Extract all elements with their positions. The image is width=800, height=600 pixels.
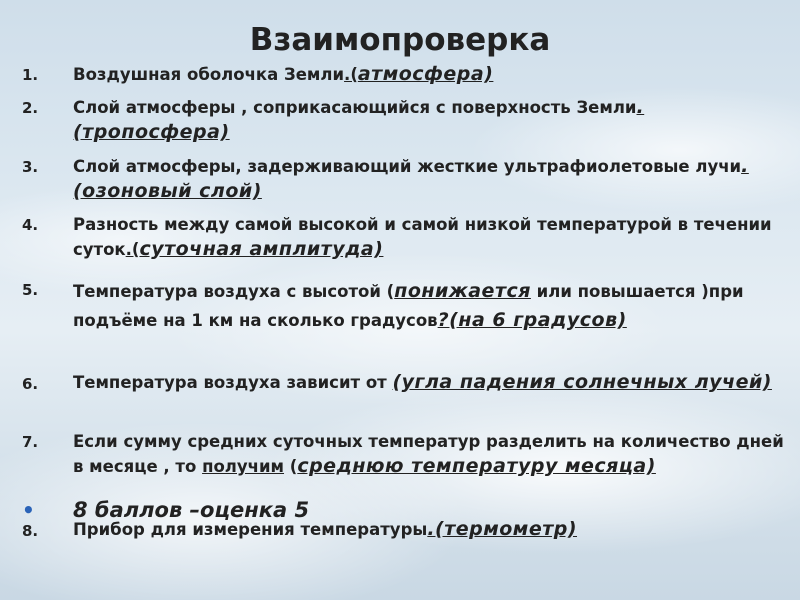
answer-text: .(термометр) (427, 518, 578, 540)
answer-text: атмосфера) (357, 63, 494, 85)
bullet-text: 8 баллов –оценка 5 (73, 498, 310, 522)
item-text (73, 429, 785, 479)
answer-text: среднюю температуру месяца) (297, 455, 656, 477)
item-text (73, 154, 785, 204)
item-text (73, 212, 785, 262)
item-number: 5. (22, 281, 39, 299)
answer-text: ?(на 6 градусов) (437, 309, 627, 331)
question-text: Прибор для измерения температуры (73, 520, 428, 539)
item-number: 8. (22, 522, 39, 540)
bullet-icon: • (22, 498, 35, 522)
question-text: Воздушная оболочка Земли (73, 65, 345, 84)
question-text: Температура воздуха зависит от (73, 373, 393, 392)
question-text: Если сумму средних суточных температур разделить на количество дней в месяце , то (73, 432, 784, 476)
item-number: 3. (22, 158, 39, 176)
question-text: .( (344, 65, 358, 84)
item-number: 1. (22, 66, 39, 84)
answer-text: .(озоновый слой) (73, 155, 749, 202)
answer-text: (угла падения солнечных лучей) (392, 371, 772, 393)
question-text: или повышается )при подъёме на 1 км на сколько градусов (73, 282, 744, 330)
question-text: получим (202, 457, 285, 476)
question-text: ( (284, 457, 298, 476)
item-number: 7. (22, 433, 39, 451)
answer-text: .(тропосфера) (73, 96, 645, 143)
item-text (73, 62, 785, 87)
item-text (73, 370, 785, 395)
item-text (73, 95, 785, 145)
item-number: 6. (22, 375, 39, 393)
item-text (73, 277, 785, 335)
answer-text: суточная амплитуда) (139, 238, 384, 260)
question-text: Температура воздуха с высотой ( (73, 282, 395, 301)
item-number: 2. (22, 99, 39, 117)
question-text: Слой атмосферы, задерживающий жесткие ультрафиолетовые лучи (73, 157, 742, 176)
question-text: Разность между самой высокой и самой низкой температурой в течении суток (73, 215, 772, 259)
slide-title: Взаимопроверка (249, 22, 551, 58)
item-number: 4. (22, 216, 39, 234)
question-text: Слой атмосферы , соприкасающийся с поверхность Земли (73, 98, 637, 117)
answer-text: понижается (394, 280, 531, 302)
question-text: .( (125, 240, 140, 259)
